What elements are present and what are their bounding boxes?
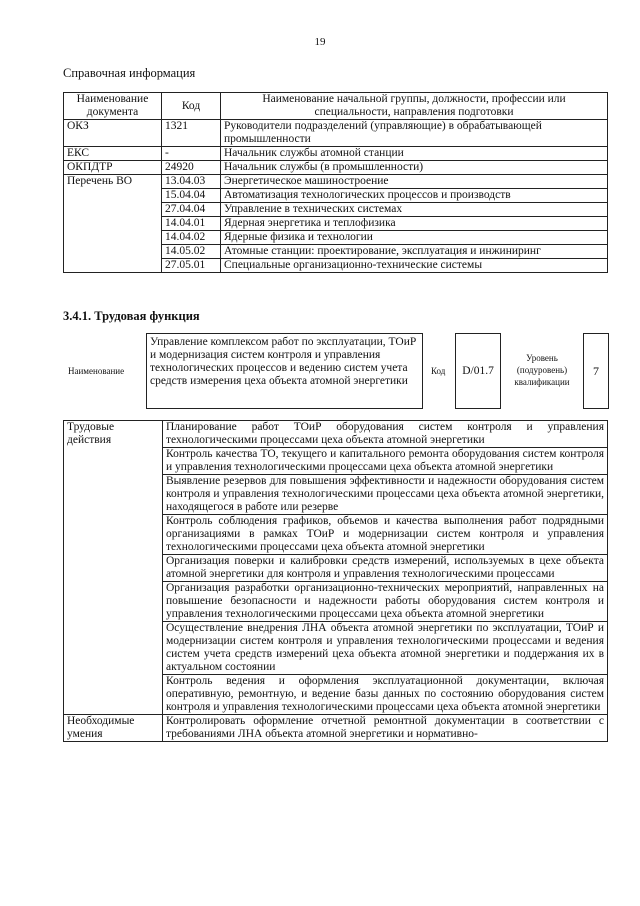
- cell-document: ОКЗ: [64, 120, 162, 147]
- labor-action-item: Организация разработки организационно-технических мероприятий, направленных на повышение безопасности и надежности работы оборудования систем контроля и управления технологическими процессами цеха объекта атомной энергетики: [163, 582, 608, 622]
- skills-label: Необходимые умения: [64, 715, 163, 742]
- labor-action-item: Осуществление внедрения ЛНА объекта атомной энергетики по эксплуатации, ТОиР и модернизации систем контроля и управления технологическими процессами и ведения систем учета средств измерений цеха объекта атомной энергетики и поддержания их в актуальном состоянии: [163, 622, 608, 675]
- cell-code: 1321: [162, 120, 221, 147]
- reference-info-table: [63, 92, 608, 273]
- cell-name: Энергетическое машиностроение: [221, 175, 608, 189]
- cell-code: 27.05.01: [162, 259, 221, 273]
- table-row: [64, 175, 608, 189]
- labor-action-item: Планирование работ ТОиР оборудования систем контроля и управления технологическими процессами цеха объекта атомной энергетики: [163, 421, 608, 448]
- cell-name: Руководители подразделений (управляющие) в обрабатывающей промышленности: [221, 120, 608, 147]
- table-row: [64, 715, 608, 742]
- cell-document: Перечень ВО: [64, 175, 162, 273]
- labor-function-name-label: Наименование: [68, 366, 125, 376]
- header-name: Наименование начальной группы, должности, профессии или специальности, направления подготовки: [221, 93, 608, 120]
- page-number: 19: [314, 36, 326, 48]
- qualification-level-label: Уровень (подуровень) квалификации: [514, 353, 570, 387]
- labor-function-code-label: Код: [431, 366, 446, 376]
- labor-action-item: Контроль качества ТО, текущего и капитального ремонта оборудования систем контроля и управления технологическими процессами цеха объекта атомной энергетики: [163, 448, 608, 475]
- cell-code: 27.04.04: [162, 203, 221, 217]
- table-row: [64, 147, 608, 161]
- cell-code: -: [162, 147, 221, 161]
- cell-code: 14.05.02: [162, 245, 221, 259]
- table-row: [64, 161, 608, 175]
- cell-code: 14.04.02: [162, 231, 221, 245]
- labor-action-item: Контроль соблюдения графиков, объемов и качества выполнения работ подрядными организациями в рамках ТОиР и модернизации систем контроля и управления технологическими процессами цеха объекта атомной энергетики: [163, 515, 608, 555]
- labor-function-code: D/01.7: [455, 333, 501, 409]
- labor-action-item: Организация поверки и калибровки средств измерений, используемых в цехе объекта атомной энергетики для контроля и управления технологическими процессами: [163, 555, 608, 582]
- cell-code: 14.04.01: [162, 217, 221, 231]
- labor-actions-label: Трудовые действия: [64, 421, 163, 715]
- cell-name: Начальник службы атомной станции: [221, 147, 608, 161]
- cell-name: Специальные организационно-технические системы: [221, 259, 608, 273]
- cell-name: Ядерная энергетика и теплофизика: [221, 217, 608, 231]
- labor-actions-table: [63, 420, 608, 742]
- reference-info-title: Справочная информация: [63, 66, 196, 80]
- cell-name: Атомные станции: проектирование, эксплуатация и инжиниринг: [221, 245, 608, 259]
- cell-name: Автоматизация технологических процессов и производств: [221, 189, 608, 203]
- cell-document: ОКПДТР: [64, 161, 162, 175]
- cell-code: 13.04.03: [162, 175, 221, 189]
- labor-function-name: Управление комплексом работ по эксплуатации, ТОиР и модернизация систем контроля и управления технологических процессов и ведению систем учета средств измерения цеха объекта атомной энергетики: [146, 333, 423, 409]
- labor-action-item: Контроль ведения и оформления эксплуатационной документации, включая оперативную, ремонтную, и ведение базы данных по состоянию оборудования систем контроля и управления технологическими процессами цеха объекта атомной энергетики: [163, 675, 608, 715]
- table-row: [64, 120, 608, 147]
- skill-item: Контролировать оформление отчетной ремонтной документации в соответствии с требованиями ЛНА объекта атомной энергетики и нормативно-: [163, 715, 608, 742]
- cell-code: 15.04.04: [162, 189, 221, 203]
- header-document: Наименование документа: [64, 93, 162, 120]
- cell-code: 24920: [162, 161, 221, 175]
- cell-document: ЕКС: [64, 147, 162, 161]
- header-code: Код: [162, 93, 221, 120]
- labor-action-item: Выявление резервов для повышения эффективности и надежности оборудования систем контроля и управления технологическими процессами цеха объекта атомной энергетики, находящегося в работе или резерве: [163, 475, 608, 515]
- cell-name: Начальник службы (в промышленности): [221, 161, 608, 175]
- labor-function-title: 3.4.1. Трудовая функция: [63, 309, 200, 323]
- cell-name: Ядерные физика и технологии: [221, 231, 608, 245]
- qualification-level-value: 7: [583, 333, 609, 409]
- table-row: [64, 421, 608, 448]
- reference-header-row: [64, 93, 608, 120]
- cell-name: Управление в технических системах: [221, 203, 608, 217]
